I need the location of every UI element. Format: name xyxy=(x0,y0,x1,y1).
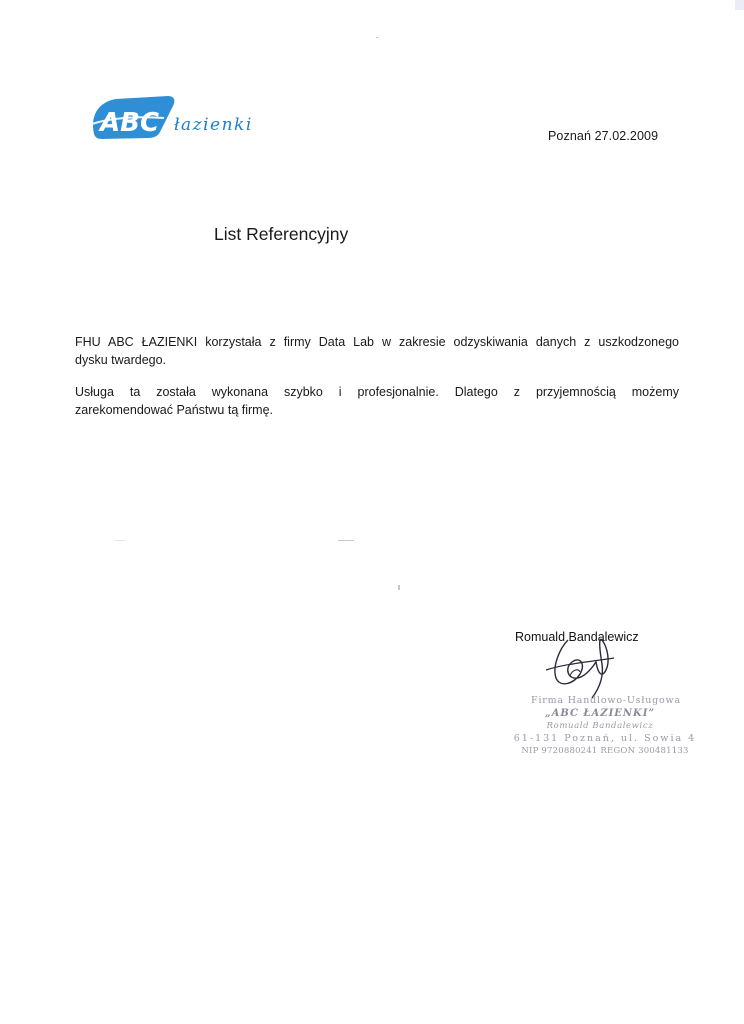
handwritten-signature-icon xyxy=(540,618,620,706)
place-and-date: Poznań 27.02.2009 xyxy=(548,129,659,143)
scan-speck xyxy=(338,540,354,541)
company-stamp xyxy=(500,695,700,758)
letter-title: List Referencyjny xyxy=(214,224,349,244)
stamp-line-1: Firma Handlowo-Usługowa xyxy=(531,695,681,706)
abc-logo-icon xyxy=(88,94,268,142)
paragraph-2-line-2: zarekomendować Państwu tą firmę. xyxy=(75,403,274,417)
svg-text:ABC: ABC xyxy=(100,108,160,138)
page-edge-mark xyxy=(735,0,744,10)
stamp-line-3: Romuald Bandalewicz xyxy=(546,721,654,731)
stamp-line-4: 61-131 Poznań, ul. Sowia 4 xyxy=(513,732,697,744)
paragraph-2 xyxy=(75,383,679,419)
paragraph-2-line-1: Usługa ta została wykonana szybko i profesjonalnie. Dlatego z przyjemnością możemy xyxy=(75,385,679,399)
paragraph-1-line-2: dysku twardego. xyxy=(75,353,167,367)
scan-speck xyxy=(376,37,378,38)
scan-speck xyxy=(115,540,125,541)
paragraph-1-line-1: FHU ABC ŁAZIENKI korzystała z firmy Data Lab w zakresie odzyskiwania danych z uszkodzonego xyxy=(75,335,679,349)
paragraph-1 xyxy=(75,333,679,369)
svg-text:łazienki: łazienki xyxy=(174,115,253,135)
stamp-line-5: NIP 9720880241 REGON 300481133 xyxy=(521,746,689,756)
stamp-line-2: „ABC ŁAZIENKI” xyxy=(544,707,656,719)
signer-name: Romuald Bandalewicz xyxy=(515,630,639,644)
company-logo xyxy=(88,94,268,142)
scan-speck xyxy=(398,585,400,590)
